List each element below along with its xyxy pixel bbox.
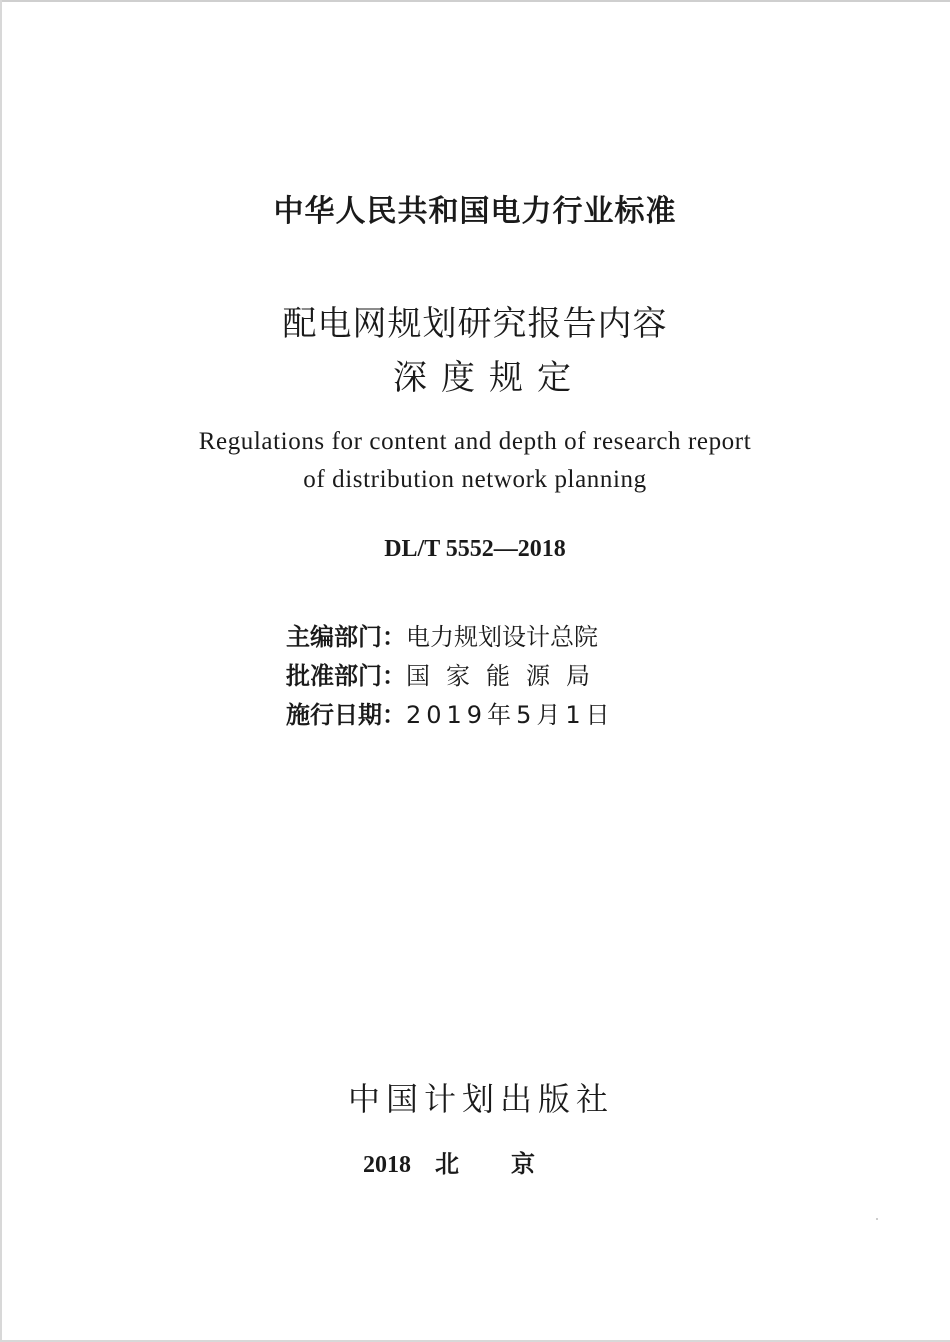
approver-row <box>286 656 606 691</box>
scan-speck <box>876 1218 878 1220</box>
approver-value: 国家能源局 <box>406 662 606 690</box>
approver-label: 批准部门： <box>286 662 406 690</box>
editor-row <box>286 617 598 652</box>
title-line-1: 配电网规划研究报告内容 <box>282 304 668 344</box>
standard-header: 中华人民共和国电力行业标准 <box>273 194 677 229</box>
effective-date-label: 施行日期： <box>286 701 406 729</box>
effective-date-value: 2019年5月1日 <box>406 701 615 729</box>
publisher: 中国计划出版社 <box>347 1080 614 1118</box>
english-title-line-2: of distribution network planning <box>303 466 647 493</box>
publication-city: 北京 <box>435 1150 587 1178</box>
publication-place <box>0 1144 950 1179</box>
effective-date-row <box>286 695 615 730</box>
page-edge-top <box>0 0 950 2</box>
editor-value: 电力规划设计总院 <box>406 623 598 651</box>
standard-code: DL/T 5552—2018 <box>384 536 566 562</box>
english-title-line-1: Regulations for content and depth of research report <box>198 428 752 455</box>
editor-label: 主编部门： <box>286 623 406 651</box>
publication-year: 2018 <box>363 1152 411 1178</box>
title-line-2: 深度规定 <box>393 358 585 398</box>
